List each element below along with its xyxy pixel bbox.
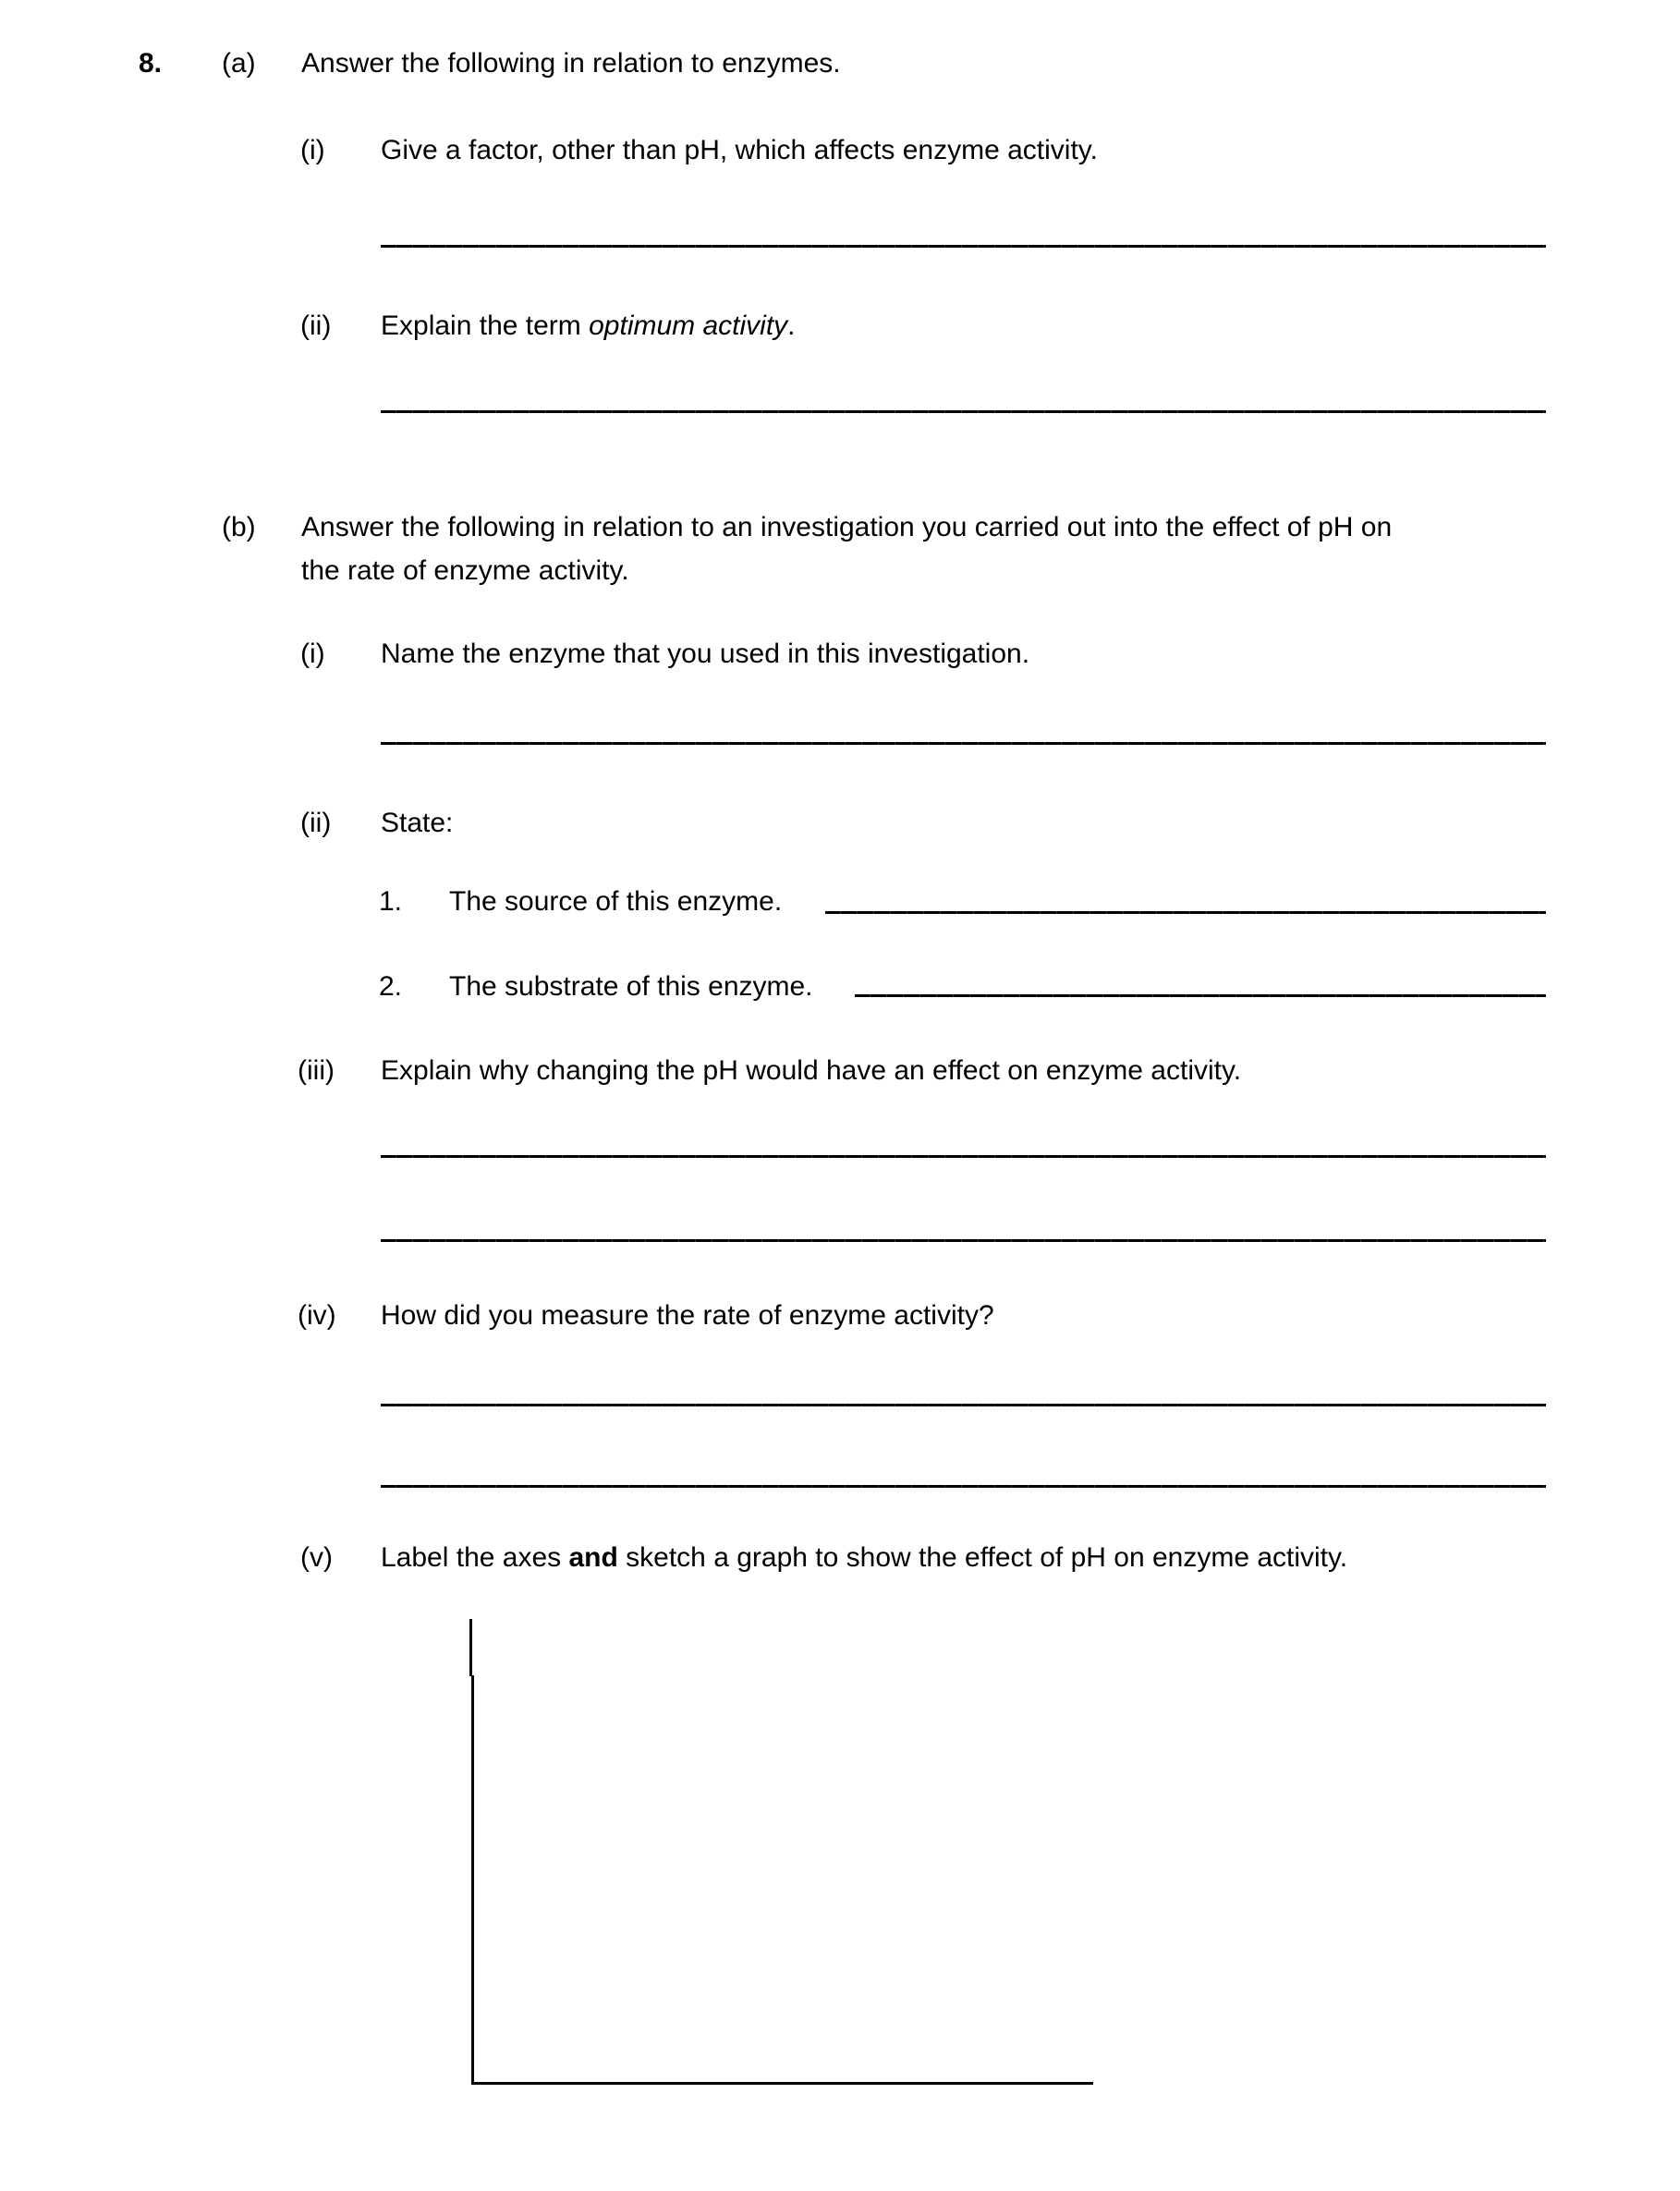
subitem-2-label: 2.: [379, 971, 403, 1002]
part-b-intro-line2: the rate of enzyme activity.: [301, 555, 629, 586]
part-b-item-v-label: (v): [300, 1542, 333, 1573]
answer-line: [825, 911, 1546, 914]
question-number: 8.: [139, 48, 163, 79]
part-b-item-v-text: Label the axes and sketch a graph to show the effect of pH on enzyme activity.: [381, 1542, 1348, 1573]
answer-line: [381, 1485, 1546, 1488]
answer-line: [381, 1404, 1546, 1406]
italic-term: optimum activity: [589, 310, 788, 341]
subitem-1-label: 1.: [379, 886, 403, 917]
part-a-intro: Answer the following in relation to enzymes.: [301, 48, 841, 79]
part-b-item-iii-label: (iii): [298, 1055, 335, 1086]
part-b-item-ii-text: State:: [381, 808, 454, 838]
part-a-item-i-label: (i): [300, 135, 325, 165]
graph-y-axis: [471, 1675, 474, 2085]
answer-line: [381, 1155, 1546, 1158]
answer-line: [855, 994, 1546, 997]
part-b-item-iv-label: (iv): [298, 1300, 336, 1331]
answer-line: [381, 410, 1546, 413]
subitem-2-text: The substrate of this enzyme.: [449, 971, 813, 1002]
part-a-item-i-text: Give a factor, other than pH, which affects enzyme activity.: [381, 135, 1098, 165]
subitem-1-text: The source of this enzyme.: [449, 886, 783, 917]
graph-x-axis: [471, 2082, 1093, 2085]
part-b-item-i-label: (i): [300, 639, 325, 669]
part-a-item-ii-text: Explain the term optimum activity.: [381, 310, 796, 341]
graph-y-axis-upper-segment: [469, 1619, 472, 1676]
part-b-intro-line1: Answer the following in relation to an investigation you carried out into the effect of pH on: [301, 512, 1393, 542]
answer-line: [381, 1239, 1546, 1242]
answer-line: [381, 245, 1546, 248]
bold-word: and: [568, 1542, 618, 1573]
part-a-item-ii-label: (ii): [300, 310, 332, 341]
answer-line: [381, 742, 1546, 745]
part-b-item-iv-text: How did you measure the rate of enzyme activity?: [381, 1300, 994, 1331]
part-a-label: (a): [222, 48, 256, 79]
part-b-label: (b): [222, 512, 256, 542]
part-b-item-i-text: Name the enzyme that you used in this investigation.: [381, 639, 1030, 669]
part-b-item-iii-text: Explain why changing the pH would have an effect on enzyme activity.: [381, 1055, 1242, 1086]
part-b-item-ii-label: (ii): [300, 808, 332, 838]
